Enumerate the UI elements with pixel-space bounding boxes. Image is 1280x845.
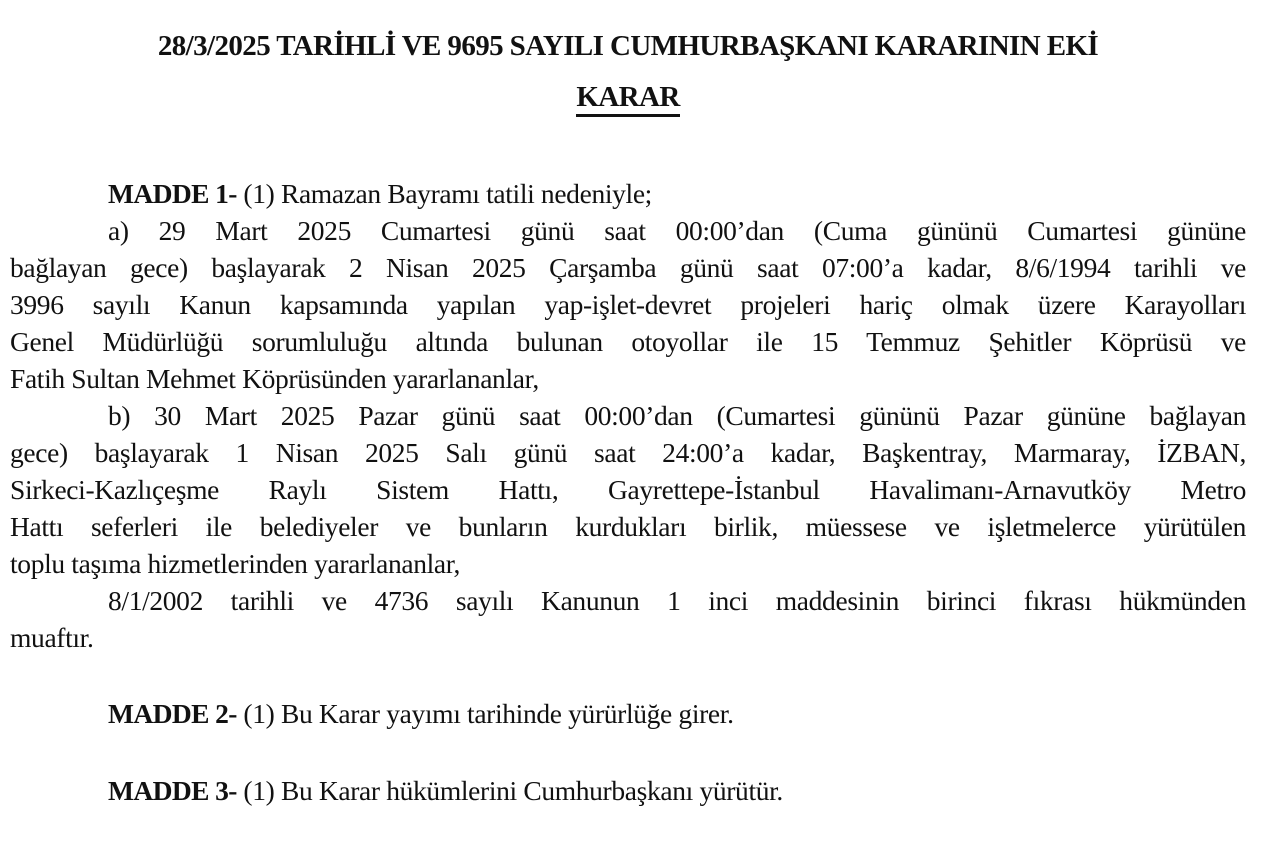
madde-1-item-b-line: Sirkeci-Kazlıçeşme Raylı Sistem Hattı, Gayrettepe-İstanbul Havalimanı-Arnavutköy Metro <box>10 474 1246 505</box>
madde-2-label: MADDE 2- <box>108 698 237 729</box>
madde-2-text: (1) Bu Karar yayımı tarihinde yürürlüğe girer. <box>243 698 734 729</box>
madde-2 <box>10 697 1246 731</box>
document-subtitle <box>10 81 1246 114</box>
madde-1-closing-line: muaftır. <box>10 622 94 653</box>
madde-1-item-a-line: 3996 sayılı Kanun kapsamında yapılan yap-işlet-devret projeleri hariç olmak üzere Karayolları <box>10 289 1246 320</box>
madde-1-closing-line: 8/1/2002 tarihli ve 4736 sayılı Kanunun 1 inci maddesinin birinci fıkrası hükmünden <box>108 585 1246 616</box>
madde-1-item-a-line: Fatih Sultan Mehmet Köprüsünden yararlananlar, <box>10 363 539 394</box>
madde-1-item-b-line: b) 30 Mart 2025 Pazar günü saat 00:00’dan (Cumartesi gününü Pazar gününe bağlayan <box>108 400 1246 431</box>
madde-3-label: MADDE 3- <box>108 775 237 806</box>
subtitle-underlined-text: KARAR <box>576 81 679 117</box>
madde-1-item-b-line: toplu taşıma hizmetlerinden yararlananlar, <box>10 548 460 579</box>
madde-1-intro: (1) Ramazan Bayramı tatili nedeniyle; <box>243 178 652 209</box>
madde-1-item-a-line: bağlayan gece) başlayarak 2 Nisan 2025 Çarşamba günü saat 07:00’a kadar, 8/6/1994 tarihli ve <box>10 252 1246 283</box>
document-title: 28/3/2025 TARİHLİ VE 9695 SAYILI CUMHURBAŞKANI KARARININ EKİ <box>157 30 1099 62</box>
madde-1-item-b-line: gece) başlayarak 1 Nisan 2025 Salı günü saat 24:00’a kadar, Başkentray, Marmaray, İZBAN, <box>10 437 1246 468</box>
madde-3 <box>10 774 1246 808</box>
madde-1-item-b-line: Hattı seferleri ile belediyeler ve bunların kurdukları birlik, müessese ve işletmelerce yürütülen <box>10 511 1246 542</box>
madde-1-item-a-line: Genel Müdürlüğü sorumluluğu altında bulunan otoyollar ile 15 Temmuz Şehitler Köprüsü ve <box>10 326 1246 357</box>
madde-3-text: (1) Bu Karar hükümlerini Cumhurbaşkanı yürütür. <box>243 775 783 806</box>
madde-1-label: MADDE 1- <box>108 178 237 209</box>
madde-1-heading <box>10 177 1246 211</box>
madde-1-item-a-line: a) 29 Mart 2025 Cumartesi günü saat 00:00’dan (Cuma gününü Cumartesi gününe <box>108 215 1246 246</box>
